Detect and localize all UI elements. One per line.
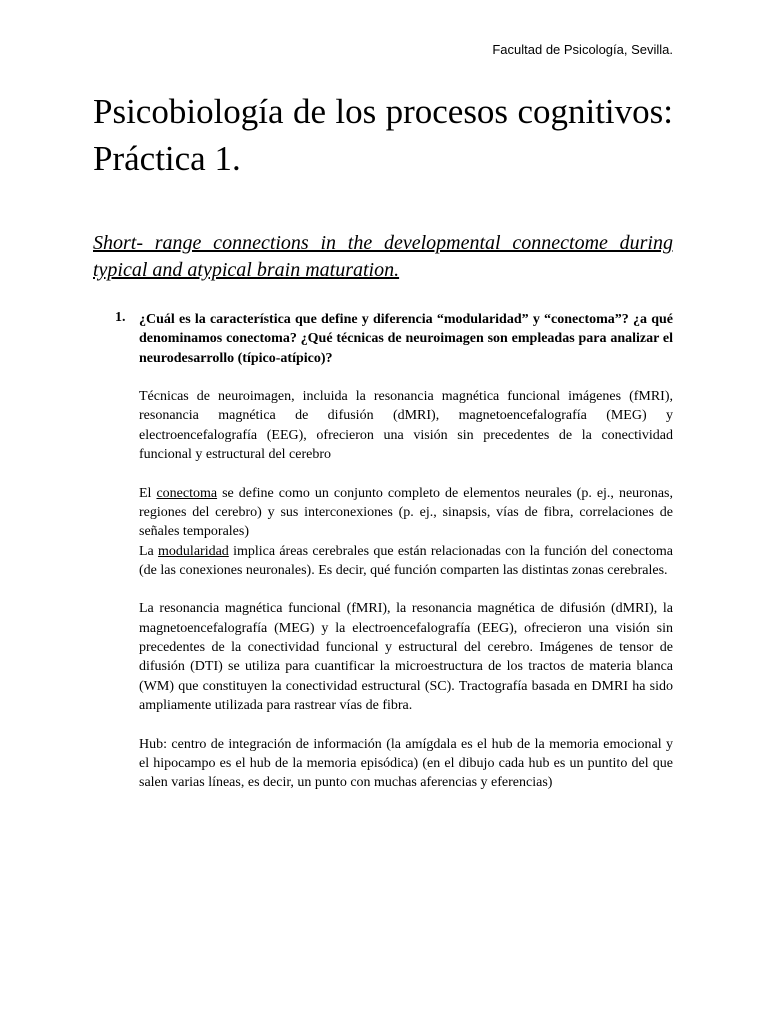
modularity-post: implica áreas cerebrales que están relacionadas con la función del conectoma (de las conexiones neuronales). Es decir, qué función comparten las distintas zonas cerebrales. [139,543,674,578]
modularity-term: modularidad [158,543,229,559]
document-subtitle: Short- range connections in the developmental connectome during typical and atypical brain maturation. [93,232,673,281]
modularity-pre: La [139,543,159,559]
document-body [139,310,673,792]
question-number: 1. [115,310,126,325]
document-title: Psicobiología de los procesos cognitivos: Práctica 1. [93,92,673,178]
connectome-term: conectoma [156,485,218,501]
connectome-post: se define como un conjunto completo de elementos neurales (p. ej., neuronas, regiones del cerebro) y sus interconexiones (p. ej., sinapsis, vías de fibra, correlaciones de señales temporales) [139,485,673,540]
page-header: Facultad de Psicología, Sevilla. [492,42,673,57]
paragraph-neuroimaging: Técnicas de neuroimagen, incluida la resonancia magnética funcional imágenes (fMRI), resonancia magnética de difusión (dMRI), magnetoencefalografía (MEG) y electroencefalografía (EEG), ofrecieron una visión sin precedentes de la conectividad funcional y estructural del cerebro [139,389,673,463]
paragraph-connectome-definition [139,484,673,542]
paragraph-hub: Hub: centro de integración de información (la amígdala es el hub de la memoria emocional y el hipocampo es el hub de la memoria episódica) (en el dibujo cada hub es un puntito del que salen varias líneas, es decir, un punto con muchas aferencias y eferencias) [139,736,673,791]
question-text: ¿Cuál es la característica que define y diferencia “modularidad” y “conectoma”? ¿a qué denominamos conectoma? ¿Qué técnicas de neuroimagen son empleadas para analizar el neurodesarrollo (típico-atípico)? [139,312,673,366]
paragraph-modularity-definition [139,542,673,581]
connectome-pre: El [139,485,157,501]
paragraph-techniques: La resonancia magnética funcional (fMRI), la resonancia magnética de difusión (dMRI), la magnetoencefalografía (MEG) y la electroencefalografía (EEG), ofrecieron una visión sin precedentes de la conectividad funcional y estructural del cerebro. Imágenes de tensor de difusión (DTI) se utiliza para cuantificar la microestructura de los tractos de materia blanca (WM) que constituyen la conectividad estructural (SC). Tractografía basada en DMRI ha sido ampliamente utilizada para rastrear vías de fibra. [139,601,673,713]
